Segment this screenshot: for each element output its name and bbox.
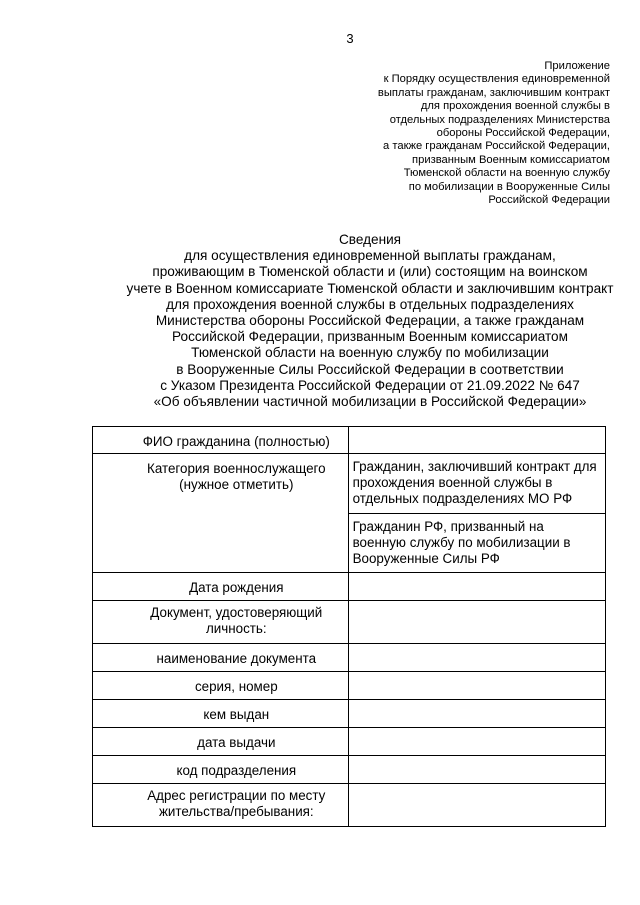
category-label-line: Категория военнослужащего bbox=[147, 461, 326, 476]
full-name-label-cell bbox=[93, 427, 349, 454]
division-code-value-cell[interactable] bbox=[348, 756, 605, 784]
id-document-label-cell bbox=[93, 601, 349, 644]
document-name-label-cell bbox=[93, 644, 349, 672]
id-document-label-line: Документ, удостоверяющий bbox=[150, 605, 323, 620]
heading-line: Министерства обороны Российской Федерации, а также гражданам bbox=[155, 313, 585, 329]
series-number-label: серия, номер bbox=[194, 679, 278, 694]
appendix-line: Тюменской области на военную службу bbox=[403, 167, 610, 180]
address-label-cell bbox=[93, 784, 349, 827]
appendix-line: к Порядку осуществления единовременной bbox=[383, 73, 610, 86]
id-document-label-line: личность: bbox=[205, 621, 267, 636]
id-document-label bbox=[93, 601, 348, 637]
address-label bbox=[93, 784, 348, 820]
document-heading bbox=[0, 232, 640, 410]
document-name-value-cell[interactable] bbox=[348, 644, 605, 672]
category-option-contract[interactable] bbox=[348, 454, 605, 514]
form-row-issued-by bbox=[93, 700, 606, 728]
appendix-note bbox=[290, 60, 610, 207]
appendix-line: по мобилизации в Вооруженные Силы bbox=[408, 180, 610, 193]
category-label-note: (нужное отметить) bbox=[179, 477, 294, 492]
appendix-line: выплаты гражданам, заключившим контракт bbox=[377, 86, 610, 99]
appendix-line: Приложение bbox=[544, 60, 610, 72]
form-row-issue-date bbox=[93, 728, 606, 756]
address-value-cell[interactable] bbox=[348, 784, 605, 827]
form-row-birth-date bbox=[93, 573, 606, 601]
heading-line: с Указом Президента Российской Федерации от 21.09.2022 № 647 bbox=[160, 377, 580, 393]
heading-line: Тюменской области на военную службу по мобилизации bbox=[191, 345, 549, 361]
address-label-line: Адрес регистрации по месту bbox=[147, 788, 326, 803]
birth-date-value-cell[interactable] bbox=[348, 573, 605, 601]
appendix-line: отдельных подразделениях Министерства bbox=[389, 113, 610, 126]
form-row-document-name bbox=[93, 644, 606, 672]
heading-line: для осуществления единовременной выплаты гражданам, bbox=[184, 248, 556, 264]
series-number-value-cell[interactable] bbox=[348, 672, 605, 700]
issue-date-label-cell bbox=[93, 728, 349, 756]
issued-by-label: кем выдан bbox=[203, 707, 270, 722]
form-row-full-name bbox=[93, 427, 606, 454]
appendix-line: обороны Российской Федерации, bbox=[436, 127, 610, 140]
form-row-address bbox=[93, 784, 606, 827]
issue-date-label: дата выдачи bbox=[197, 735, 276, 750]
appendix-line: а также гражданам Российской Федерации, bbox=[383, 140, 610, 153]
birth-date-label-cell bbox=[93, 573, 349, 601]
address-label-line: жительства/пребывания: bbox=[158, 804, 314, 819]
issued-by-label-cell bbox=[93, 700, 349, 728]
category-label bbox=[93, 454, 348, 493]
heading-line: проживающим в Тюменской области и (или) состоящим на воинском bbox=[152, 264, 588, 280]
full-name-value-cell[interactable] bbox=[348, 427, 605, 454]
issue-date-value-cell[interactable] bbox=[348, 728, 605, 756]
appendix-line: Российской Федерации bbox=[488, 194, 610, 207]
heading-line: в Вооруженные Силы Российской Федерации в соответствии bbox=[176, 361, 564, 377]
document-name-label: наименование документа bbox=[156, 651, 317, 666]
appendix-line: призванным Военным комиссариатом bbox=[412, 153, 610, 166]
division-code-label-cell bbox=[93, 756, 349, 784]
division-code-label: код подразделения bbox=[176, 763, 297, 778]
heading-line: «Об объявлении частичной мобилизации в Российской Федерации» bbox=[153, 394, 587, 410]
id-document-value-cell[interactable] bbox=[348, 601, 605, 644]
form-row-division-code bbox=[93, 756, 606, 784]
category-option-contract-text: Гражданин, заключивший контракт для прохождения военной службы в отдельных подразделениях МО РФ bbox=[352, 459, 597, 506]
heading-line: Российской Федерации, призванным Военным комиссариатом bbox=[172, 329, 568, 345]
full-name-label: ФИО гражданина (полностью) bbox=[142, 434, 330, 449]
category-option-mobilized[interactable] bbox=[348, 514, 605, 573]
form-row-category bbox=[93, 454, 606, 514]
heading-line: учете в Военном комиссариате Тюменской области и заключившим контракт bbox=[126, 280, 614, 296]
document-title: Сведения bbox=[338, 232, 402, 247]
page-number: 3 bbox=[346, 31, 354, 46]
form-row-series-number bbox=[93, 672, 606, 700]
category-option-mobilized-text: Гражданин РФ, призванный на военную службу по мобилизации в Вооруженные Силы РФ bbox=[352, 519, 571, 566]
series-number-label-cell bbox=[93, 672, 349, 700]
birth-date-label: Дата рождения bbox=[189, 580, 284, 595]
applicant-form-table bbox=[92, 426, 606, 827]
appendix-line: для прохождения военной службы в bbox=[420, 100, 610, 113]
category-label-cell bbox=[93, 454, 349, 573]
heading-line: для прохождения военной службы в отдельных подразделениях bbox=[166, 296, 574, 312]
issued-by-value-cell[interactable] bbox=[348, 700, 605, 728]
form-row-id-document bbox=[93, 601, 606, 644]
